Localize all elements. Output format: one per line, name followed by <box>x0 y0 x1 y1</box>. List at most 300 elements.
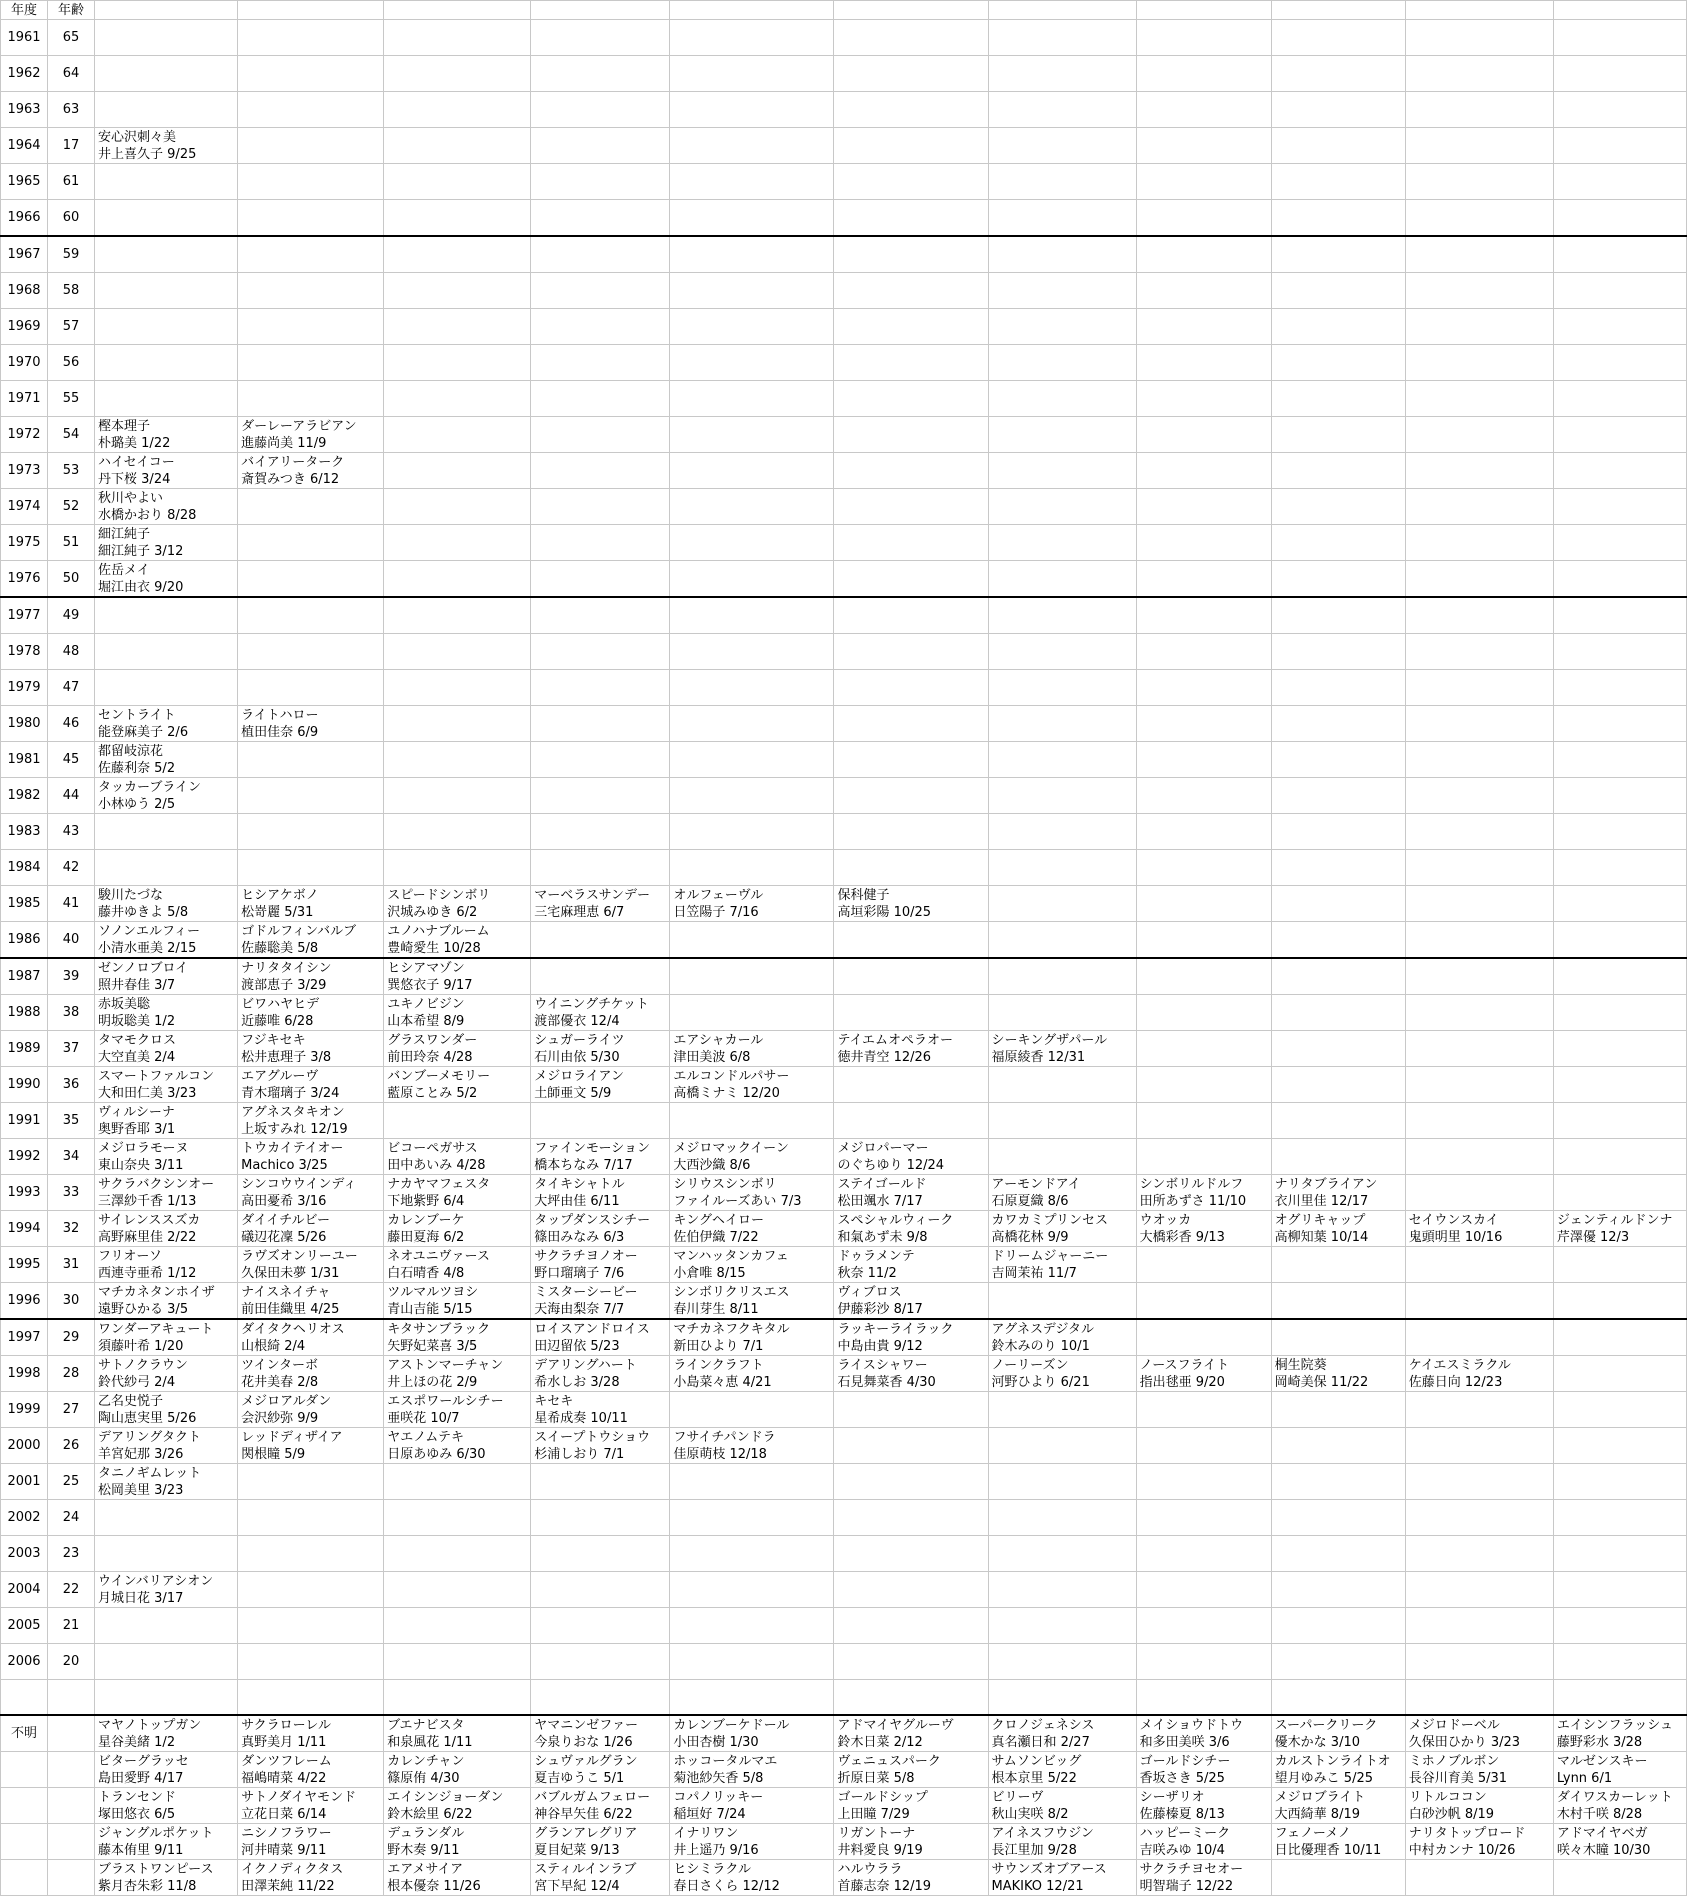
empty-cell[interactable] <box>1553 1500 1686 1536</box>
character-cell[interactable] <box>834 1356 988 1392</box>
age-cell[interactable]: 38 <box>48 995 95 1031</box>
empty-cell[interactable] <box>238 56 384 92</box>
empty-cell[interactable] <box>670 1680 834 1716</box>
empty-cell[interactable] <box>1271 670 1405 706</box>
empty-cell[interactable] <box>1553 1175 1686 1211</box>
year-cell[interactable]: 2001 <box>1 1464 48 1500</box>
empty-cell[interactable] <box>531 597 670 634</box>
age-cell[interactable]: 51 <box>48 525 95 561</box>
empty-cell[interactable] <box>670 778 834 814</box>
character-cell[interactable] <box>95 1175 238 1211</box>
character-cell[interactable] <box>238 1211 384 1247</box>
empty-cell[interactable] <box>1405 345 1553 381</box>
empty-cell[interactable] <box>95 56 238 92</box>
character-cell[interactable] <box>238 1139 384 1175</box>
empty-cell[interactable] <box>1136 1536 1271 1572</box>
empty-cell[interactable] <box>1553 995 1686 1031</box>
empty-cell[interactable] <box>95 200 238 237</box>
empty-cell[interactable] <box>1136 525 1271 561</box>
empty-cell[interactable] <box>834 453 988 489</box>
character-cell[interactable] <box>670 1319 834 1356</box>
empty-cell[interactable] <box>384 850 531 886</box>
character-cell[interactable] <box>1136 1211 1271 1247</box>
empty-cell[interactable] <box>1136 128 1271 164</box>
character-cell[interactable] <box>95 1788 238 1824</box>
empty-cell[interactable] <box>1271 309 1405 345</box>
empty-cell[interactable] <box>384 273 531 309</box>
character-cell[interactable] <box>95 886 238 922</box>
empty-cell[interactable] <box>834 1536 988 1572</box>
empty-cell[interactable] <box>531 778 670 814</box>
empty-cell[interactable] <box>988 453 1136 489</box>
empty-cell[interactable] <box>1405 1428 1553 1464</box>
empty-cell[interactable] <box>834 309 988 345</box>
empty-cell[interactable] <box>988 1283 1136 1320</box>
year-cell[interactable]: 1987 <box>1 958 48 995</box>
empty-cell[interactable] <box>95 164 238 200</box>
empty-cell[interactable] <box>1553 92 1686 128</box>
empty-cell[interactable] <box>1271 525 1405 561</box>
empty-cell[interactable] <box>834 850 988 886</box>
empty-cell[interactable] <box>1405 778 1553 814</box>
character-cell[interactable] <box>95 1356 238 1392</box>
empty-cell[interactable] <box>988 417 1136 453</box>
empty-cell[interactable] <box>1553 778 1686 814</box>
character-cell[interactable] <box>531 1356 670 1392</box>
empty-cell[interactable] <box>1271 1283 1405 1320</box>
empty-cell[interactable] <box>1271 706 1405 742</box>
empty-cell[interactable] <box>1271 1680 1405 1716</box>
year-cell[interactable]: 1972 <box>1 417 48 453</box>
empty-cell[interactable] <box>95 345 238 381</box>
character-cell[interactable] <box>95 453 238 489</box>
empty-cell[interactable] <box>1271 56 1405 92</box>
empty-cell[interactable] <box>1553 814 1686 850</box>
empty-cell[interactable] <box>1405 1860 1553 1896</box>
empty-cell[interactable] <box>1405 634 1553 670</box>
empty-cell[interactable] <box>531 417 670 453</box>
empty-cell[interactable] <box>1 1860 48 1896</box>
empty-cell[interactable] <box>670 417 834 453</box>
empty-cell[interactable] <box>834 345 988 381</box>
empty-cell[interactable] <box>238 850 384 886</box>
character-cell[interactable] <box>238 1752 384 1788</box>
empty-cell[interactable] <box>988 1572 1136 1608</box>
empty-cell[interactable] <box>238 273 384 309</box>
empty-cell[interactable] <box>531 922 670 959</box>
empty-cell[interactable] <box>531 1464 670 1500</box>
empty-cell[interactable] <box>834 236 988 273</box>
character-cell[interactable] <box>1405 1824 1553 1860</box>
character-cell[interactable] <box>95 922 238 959</box>
empty-cell[interactable] <box>1405 1103 1553 1139</box>
empty-cell[interactable] <box>1405 164 1553 200</box>
character-cell[interactable] <box>670 1067 834 1103</box>
year-cell[interactable]: 1980 <box>1 706 48 742</box>
empty-cell[interactable] <box>834 1644 988 1680</box>
empty-cell[interactable] <box>531 273 670 309</box>
empty-cell[interactable] <box>95 1500 238 1536</box>
empty-cell[interactable] <box>670 814 834 850</box>
empty-cell[interactable] <box>531 1644 670 1680</box>
empty-cell[interactable] <box>384 92 531 128</box>
empty-cell[interactable] <box>1553 670 1686 706</box>
empty-cell[interactable] <box>1405 273 1553 309</box>
character-cell[interactable] <box>95 1139 238 1175</box>
empty-cell[interactable] <box>834 525 988 561</box>
empty-cell[interactable] <box>384 489 531 525</box>
empty-cell[interactable] <box>1136 164 1271 200</box>
empty-cell[interactable] <box>384 1680 531 1716</box>
empty-cell[interactable] <box>1553 1428 1686 1464</box>
character-cell[interactable] <box>1553 1824 1686 1860</box>
header-cell[interactable] <box>384 1 531 20</box>
year-cell[interactable]: 2000 <box>1 1428 48 1464</box>
character-cell[interactable] <box>1271 1211 1405 1247</box>
header-cell[interactable] <box>531 1 670 20</box>
character-cell[interactable] <box>1405 1788 1553 1824</box>
empty-cell[interactable] <box>1136 958 1271 995</box>
empty-cell[interactable] <box>1553 1067 1686 1103</box>
character-cell[interactable] <box>384 1319 531 1356</box>
empty-cell[interactable] <box>1405 1536 1553 1572</box>
empty-cell[interactable] <box>238 1572 384 1608</box>
empty-cell[interactable] <box>834 597 988 634</box>
empty-cell[interactable] <box>95 1536 238 1572</box>
empty-cell[interactable] <box>1553 489 1686 525</box>
empty-cell[interactable] <box>1136 1392 1271 1428</box>
character-cell[interactable] <box>531 1211 670 1247</box>
empty-cell[interactable] <box>238 1608 384 1644</box>
character-cell[interactable] <box>384 958 531 995</box>
year-cell[interactable]: 1973 <box>1 453 48 489</box>
year-cell[interactable]: 1988 <box>1 995 48 1031</box>
character-cell[interactable] <box>95 995 238 1031</box>
empty-cell[interactable] <box>531 56 670 92</box>
empty-cell[interactable] <box>238 814 384 850</box>
character-cell[interactable] <box>1553 1752 1686 1788</box>
empty-cell[interactable] <box>1271 489 1405 525</box>
empty-cell[interactable] <box>1136 1031 1271 1067</box>
character-cell[interactable] <box>95 1752 238 1788</box>
character-cell[interactable] <box>670 1139 834 1175</box>
character-cell[interactable] <box>238 453 384 489</box>
empty-cell[interactable] <box>1553 1247 1686 1283</box>
empty-cell[interactable] <box>384 525 531 561</box>
age-cell[interactable]: 25 <box>48 1464 95 1500</box>
empty-cell[interactable] <box>95 1608 238 1644</box>
empty-cell[interactable] <box>1271 1608 1405 1644</box>
age-cell[interactable]: 64 <box>48 56 95 92</box>
empty-cell[interactable] <box>834 489 988 525</box>
empty-cell[interactable] <box>95 1680 238 1716</box>
empty-cell[interactable] <box>834 92 988 128</box>
character-cell[interactable] <box>531 1392 670 1428</box>
empty-cell[interactable] <box>531 309 670 345</box>
empty-cell[interactable] <box>670 995 834 1031</box>
empty-cell[interactable] <box>988 56 1136 92</box>
character-cell[interactable] <box>531 1715 670 1752</box>
empty-cell[interactable] <box>834 417 988 453</box>
character-cell[interactable] <box>670 1175 834 1211</box>
empty-cell[interactable] <box>1553 1644 1686 1680</box>
empty-cell[interactable] <box>834 200 988 237</box>
empty-cell[interactable] <box>1553 525 1686 561</box>
character-cell[interactable] <box>1136 1860 1271 1896</box>
age-cell[interactable]: 35 <box>48 1103 95 1139</box>
empty-cell[interactable] <box>834 56 988 92</box>
empty-cell[interactable] <box>1271 1067 1405 1103</box>
empty-cell[interactable] <box>988 1680 1136 1716</box>
character-cell[interactable] <box>531 1031 670 1067</box>
character-cell[interactable] <box>384 1139 531 1175</box>
age-cell[interactable]: 27 <box>48 1392 95 1428</box>
empty-cell[interactable] <box>1136 489 1271 525</box>
age-cell[interactable]: 61 <box>48 164 95 200</box>
age-cell[interactable]: 24 <box>48 1500 95 1536</box>
character-cell[interactable] <box>531 1175 670 1211</box>
empty-cell[interactable] <box>531 1572 670 1608</box>
empty-cell[interactable] <box>1553 273 1686 309</box>
empty-cell[interactable] <box>384 706 531 742</box>
empty-cell[interactable] <box>1553 1536 1686 1572</box>
empty-cell[interactable] <box>1553 1392 1686 1428</box>
empty-cell[interactable] <box>670 20 834 56</box>
empty-cell[interactable] <box>1553 634 1686 670</box>
empty-cell[interactable] <box>1271 886 1405 922</box>
empty-cell[interactable] <box>531 670 670 706</box>
character-cell[interactable] <box>95 1824 238 1860</box>
empty-cell[interactable] <box>670 958 834 995</box>
empty-cell[interactable] <box>238 381 384 417</box>
character-cell[interactable] <box>95 1031 238 1067</box>
character-cell[interactable] <box>531 886 670 922</box>
character-cell[interactable] <box>988 1860 1136 1896</box>
empty-cell[interactable] <box>1271 1103 1405 1139</box>
empty-cell[interactable] <box>238 525 384 561</box>
empty-cell[interactable] <box>531 1680 670 1716</box>
empty-cell[interactable] <box>834 164 988 200</box>
empty-cell[interactable] <box>95 850 238 886</box>
year-cell[interactable]: 1979 <box>1 670 48 706</box>
character-cell[interactable] <box>988 1031 1136 1067</box>
age-cell[interactable]: 41 <box>48 886 95 922</box>
empty-cell[interactable] <box>834 1680 988 1716</box>
header-cell[interactable] <box>988 1 1136 20</box>
empty-cell[interactable] <box>834 561 988 598</box>
empty-cell[interactable] <box>1405 1247 1553 1283</box>
empty-cell[interactable] <box>1553 597 1686 634</box>
year-cell[interactable]: 2003 <box>1 1536 48 1572</box>
age-cell[interactable]: 22 <box>48 1572 95 1608</box>
empty-cell[interactable] <box>670 200 834 237</box>
header-cell[interactable] <box>1136 1 1271 20</box>
empty-cell[interactable] <box>384 1608 531 1644</box>
empty-cell[interactable] <box>1136 1247 1271 1283</box>
character-cell[interactable] <box>834 1175 988 1211</box>
empty-cell[interactable] <box>1136 1572 1271 1608</box>
empty-cell[interactable] <box>1271 1428 1405 1464</box>
age-cell[interactable]: 55 <box>48 381 95 417</box>
empty-cell[interactable] <box>988 1644 1136 1680</box>
empty-cell[interactable] <box>531 381 670 417</box>
empty-cell[interactable] <box>670 92 834 128</box>
empty-cell[interactable] <box>238 20 384 56</box>
empty-cell[interactable] <box>531 742 670 778</box>
empty-cell[interactable] <box>670 742 834 778</box>
character-cell[interactable] <box>1271 1752 1405 1788</box>
year-cell[interactable]: 2002 <box>1 1500 48 1536</box>
age-cell[interactable]: 32 <box>48 1211 95 1247</box>
empty-cell[interactable] <box>670 1572 834 1608</box>
empty-cell[interactable] <box>1271 850 1405 886</box>
empty-cell[interactable] <box>834 1500 988 1536</box>
empty-cell[interactable] <box>1136 236 1271 273</box>
empty-cell[interactable] <box>1553 850 1686 886</box>
empty-cell[interactable] <box>670 1464 834 1500</box>
age-cell[interactable]: 45 <box>48 742 95 778</box>
age-cell[interactable]: 36 <box>48 1067 95 1103</box>
character-cell[interactable] <box>384 1031 531 1067</box>
empty-cell[interactable] <box>1136 1103 1271 1139</box>
empty-cell[interactable] <box>1553 381 1686 417</box>
empty-cell[interactable] <box>238 1680 384 1716</box>
character-cell[interactable] <box>95 1067 238 1103</box>
year-cell[interactable]: 1984 <box>1 850 48 886</box>
empty-cell[interactable] <box>834 1103 988 1139</box>
empty-cell[interactable] <box>1553 20 1686 56</box>
year-cell[interactable]: 2004 <box>1 1572 48 1608</box>
age-cell[interactable]: 50 <box>48 561 95 598</box>
empty-cell[interactable] <box>95 236 238 273</box>
year-cell[interactable]: 1994 <box>1 1211 48 1247</box>
character-cell[interactable] <box>1271 1715 1405 1752</box>
age-cell[interactable]: 46 <box>48 706 95 742</box>
character-cell[interactable] <box>95 489 238 525</box>
character-cell[interactable] <box>834 1860 988 1896</box>
empty-cell[interactable] <box>988 525 1136 561</box>
empty-cell[interactable] <box>531 1608 670 1644</box>
character-cell[interactable] <box>238 1788 384 1824</box>
empty-cell[interactable] <box>384 309 531 345</box>
header-cell[interactable] <box>834 1 988 20</box>
empty-cell[interactable] <box>988 634 1136 670</box>
empty-cell[interactable] <box>1271 236 1405 273</box>
header-cell[interactable] <box>670 1 834 20</box>
character-cell[interactable] <box>238 706 384 742</box>
empty-cell[interactable] <box>1271 273 1405 309</box>
year-cell[interactable]: 1986 <box>1 922 48 959</box>
year-cell[interactable]: 1995 <box>1 1247 48 1283</box>
empty-cell[interactable] <box>531 1500 670 1536</box>
empty-cell[interactable] <box>384 1536 531 1572</box>
empty-cell[interactable] <box>834 128 988 164</box>
empty-cell[interactable] <box>384 1644 531 1680</box>
empty-cell[interactable] <box>1271 417 1405 453</box>
empty-cell[interactable] <box>1136 1464 1271 1500</box>
empty-cell[interactable] <box>1553 200 1686 237</box>
character-cell[interactable] <box>988 1824 1136 1860</box>
empty-cell[interactable] <box>988 1392 1136 1428</box>
character-cell[interactable] <box>988 1752 1136 1788</box>
year-cell[interactable]: 2005 <box>1 1608 48 1644</box>
empty-cell[interactable] <box>988 597 1136 634</box>
empty-cell[interactable] <box>384 128 531 164</box>
character-cell[interactable] <box>1405 1356 1553 1392</box>
empty-cell[interactable] <box>1136 1067 1271 1103</box>
year-cell[interactable]: 1990 <box>1 1067 48 1103</box>
empty-cell[interactable] <box>1553 453 1686 489</box>
empty-cell[interactable] <box>1553 1680 1686 1716</box>
character-cell[interactable] <box>95 1464 238 1500</box>
character-cell[interactable] <box>1271 1824 1405 1860</box>
empty-cell[interactable] <box>238 128 384 164</box>
character-cell[interactable] <box>238 1715 384 1752</box>
empty-cell[interactable] <box>384 453 531 489</box>
character-cell[interactable] <box>670 1211 834 1247</box>
character-cell[interactable] <box>1553 1211 1686 1247</box>
year-cell[interactable]: 1981 <box>1 742 48 778</box>
empty-cell[interactable] <box>834 742 988 778</box>
empty-cell[interactable] <box>1405 1680 1553 1716</box>
empty-cell[interactable] <box>1405 489 1553 525</box>
empty-cell[interactable] <box>988 1464 1136 1500</box>
empty-cell[interactable] <box>988 850 1136 886</box>
character-cell[interactable] <box>95 1283 238 1320</box>
empty-cell[interactable] <box>238 164 384 200</box>
empty-cell[interactable] <box>95 92 238 128</box>
empty-cell[interactable] <box>834 1572 988 1608</box>
empty-cell[interactable] <box>384 778 531 814</box>
empty-cell[interactable] <box>95 1644 238 1680</box>
empty-cell[interactable] <box>1405 1139 1553 1175</box>
age-cell[interactable]: 59 <box>48 236 95 273</box>
character-cell[interactable] <box>834 886 988 922</box>
empty-cell[interactable] <box>1405 814 1553 850</box>
character-cell[interactable] <box>670 1752 834 1788</box>
empty-cell[interactable] <box>1405 886 1553 922</box>
empty-cell[interactable] <box>1553 706 1686 742</box>
empty-cell[interactable] <box>1136 417 1271 453</box>
age-cell[interactable]: 21 <box>48 1608 95 1644</box>
empty-cell[interactable] <box>988 1536 1136 1572</box>
empty-cell[interactable] <box>834 995 988 1031</box>
age-cell[interactable]: 54 <box>48 417 95 453</box>
empty-cell[interactable] <box>1 1752 48 1788</box>
empty-cell[interactable] <box>1271 345 1405 381</box>
unknown-label[interactable]: 不明 <box>1 1715 48 1752</box>
character-cell[interactable] <box>988 1211 1136 1247</box>
empty-cell[interactable] <box>670 309 834 345</box>
empty-cell[interactable] <box>1271 634 1405 670</box>
year-cell[interactable]: 1975 <box>1 525 48 561</box>
empty-cell[interactable] <box>834 778 988 814</box>
header-cell[interactable] <box>1553 1 1686 20</box>
empty-cell[interactable] <box>1271 164 1405 200</box>
character-cell[interactable] <box>531 1139 670 1175</box>
character-cell[interactable] <box>531 1067 670 1103</box>
empty-cell[interactable] <box>384 20 531 56</box>
character-cell[interactable] <box>670 1247 834 1283</box>
character-cell[interactable] <box>238 1283 384 1320</box>
empty-cell[interactable] <box>670 1608 834 1644</box>
empty-cell[interactable] <box>988 92 1136 128</box>
empty-cell[interactable] <box>95 597 238 634</box>
empty-cell[interactable] <box>670 345 834 381</box>
empty-cell[interactable] <box>1271 1644 1405 1680</box>
empty-cell[interactable] <box>1136 381 1271 417</box>
character-cell[interactable] <box>95 706 238 742</box>
